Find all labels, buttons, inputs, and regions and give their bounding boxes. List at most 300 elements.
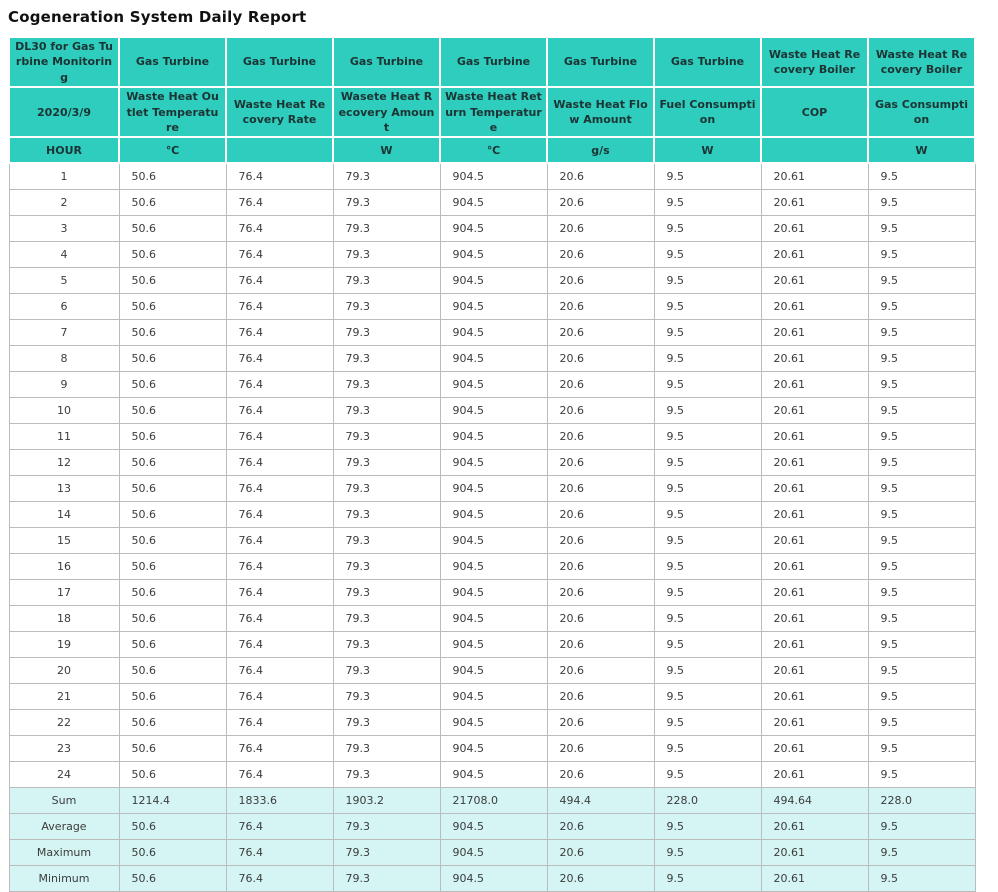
value-cell: 904.5: [440, 398, 547, 424]
summary-value-cell: 20.6: [547, 840, 654, 866]
value-cell: 904.5: [440, 762, 547, 788]
value-cell: 79.3: [333, 398, 440, 424]
header-unit-cell: [226, 137, 333, 163]
value-cell: 904.5: [440, 190, 547, 216]
value-cell: 9.5: [654, 320, 761, 346]
value-cell: 50.6: [119, 684, 226, 710]
value-cell: 76.4: [226, 736, 333, 762]
value-cell: 9.5: [868, 554, 975, 580]
value-cell: 9.5: [868, 476, 975, 502]
summary-value-cell: 904.5: [440, 866, 547, 892]
table-row: [9, 242, 975, 268]
value-cell: 9.5: [654, 242, 761, 268]
value-cell: 20.61: [761, 736, 868, 762]
header-label-cell: Wasete Heat Recovery Amount: [333, 87, 440, 137]
value-cell: 9.5: [868, 710, 975, 736]
value-cell: 79.3: [333, 372, 440, 398]
value-cell: 20.6: [547, 294, 654, 320]
table-summary: [9, 788, 975, 892]
value-cell: 9.5: [654, 294, 761, 320]
value-cell: 9.5: [654, 580, 761, 606]
value-cell: 20.61: [761, 268, 868, 294]
value-cell: 50.6: [119, 476, 226, 502]
header-label-cell: Waste Heat Recovery Rate: [226, 87, 333, 137]
summary-value-cell: 76.4: [226, 814, 333, 840]
hour-cell: 1: [9, 163, 119, 190]
summary-value-cell: 1903.2: [333, 788, 440, 814]
value-cell: 20.61: [761, 216, 868, 242]
value-cell: 20.6: [547, 372, 654, 398]
summary-value-cell: 9.5: [868, 866, 975, 892]
value-cell: 20.6: [547, 476, 654, 502]
value-cell: 20.61: [761, 710, 868, 736]
value-cell: 904.5: [440, 554, 547, 580]
value-cell: 20.6: [547, 450, 654, 476]
value-cell: 79.3: [333, 528, 440, 554]
value-cell: 20.61: [761, 554, 868, 580]
header-group-cell: Waste Heat Recovery Boiler: [868, 37, 975, 87]
value-cell: 9.5: [654, 163, 761, 190]
value-cell: 79.3: [333, 736, 440, 762]
header-unit-cell: ℃: [119, 137, 226, 163]
value-cell: 20.6: [547, 658, 654, 684]
value-cell: 9.5: [654, 450, 761, 476]
value-cell: 76.4: [226, 268, 333, 294]
value-cell: 20.61: [761, 502, 868, 528]
value-cell: 79.3: [333, 632, 440, 658]
value-cell: 50.6: [119, 242, 226, 268]
value-cell: 76.4: [226, 320, 333, 346]
summary-label-cell: Maximum: [9, 840, 119, 866]
hour-cell: 14: [9, 502, 119, 528]
header-group-cell: Gas Turbine: [654, 37, 761, 87]
value-cell: 79.3: [333, 190, 440, 216]
summary-value-cell: 494.4: [547, 788, 654, 814]
value-cell: 20.6: [547, 163, 654, 190]
header-label-cell: Waste Heat Return Temperature: [440, 87, 547, 137]
value-cell: 20.6: [547, 528, 654, 554]
value-cell: 50.6: [119, 398, 226, 424]
hour-cell: 7: [9, 320, 119, 346]
value-cell: 904.5: [440, 163, 547, 190]
value-cell: 79.3: [333, 450, 440, 476]
value-cell: 20.61: [761, 163, 868, 190]
summary-value-cell: 79.3: [333, 840, 440, 866]
value-cell: 9.5: [868, 736, 975, 762]
value-cell: 904.5: [440, 710, 547, 736]
value-cell: 904.5: [440, 502, 547, 528]
summary-value-cell: 79.3: [333, 814, 440, 840]
value-cell: 9.5: [654, 216, 761, 242]
value-cell: 20.61: [761, 684, 868, 710]
value-cell: 20.6: [547, 216, 654, 242]
header-label-cell: Fuel Consumption: [654, 87, 761, 137]
header-group-cell: Gas Turbine: [226, 37, 333, 87]
value-cell: 76.4: [226, 424, 333, 450]
value-cell: 9.5: [654, 710, 761, 736]
value-cell: 76.4: [226, 476, 333, 502]
header-label-cell: Waste Heat Outlet Temperature: [119, 87, 226, 137]
summary-value-cell: 1833.6: [226, 788, 333, 814]
table-row: [9, 424, 975, 450]
value-cell: 904.5: [440, 606, 547, 632]
summary-value-cell: 50.6: [119, 866, 226, 892]
hour-cell: 6: [9, 294, 119, 320]
table-row: [9, 528, 975, 554]
value-cell: 79.3: [333, 580, 440, 606]
header-label-cell: Waste Heat Flow Amount: [547, 87, 654, 137]
value-cell: 50.6: [119, 190, 226, 216]
value-cell: 50.6: [119, 346, 226, 372]
value-cell: 79.3: [333, 294, 440, 320]
value-cell: 79.3: [333, 216, 440, 242]
value-cell: 76.4: [226, 762, 333, 788]
header-unit-cell: W: [868, 137, 975, 163]
header-label-cell: COP: [761, 87, 868, 137]
table-row: [9, 476, 975, 502]
summary-value-cell: 50.6: [119, 840, 226, 866]
value-cell: 9.5: [868, 242, 975, 268]
value-cell: 9.5: [868, 398, 975, 424]
value-cell: 50.6: [119, 762, 226, 788]
table-row: [9, 372, 975, 398]
value-cell: 9.5: [654, 346, 761, 372]
value-cell: 20.61: [761, 528, 868, 554]
value-cell: 9.5: [654, 762, 761, 788]
value-cell: 20.61: [761, 242, 868, 268]
value-cell: 20.61: [761, 450, 868, 476]
value-cell: 76.4: [226, 580, 333, 606]
value-cell: 9.5: [868, 372, 975, 398]
summary-value-cell: 20.6: [547, 814, 654, 840]
summary-value-cell: 79.3: [333, 866, 440, 892]
summary-value-cell: 9.5: [654, 814, 761, 840]
value-cell: 50.6: [119, 710, 226, 736]
table-row: [9, 216, 975, 242]
header-label-cell: Gas Consumption: [868, 87, 975, 137]
value-cell: 79.3: [333, 476, 440, 502]
table-row: [9, 450, 975, 476]
value-cell: 79.3: [333, 424, 440, 450]
summary-value-cell: 20.6: [547, 866, 654, 892]
summary-label-cell: Minimum: [9, 866, 119, 892]
summary-row: [9, 814, 975, 840]
value-cell: 76.4: [226, 606, 333, 632]
value-cell: 50.6: [119, 268, 226, 294]
header-group-cell: Gas Turbine: [547, 37, 654, 87]
hour-cell: 11: [9, 424, 119, 450]
value-cell: 9.5: [868, 424, 975, 450]
table-row: [9, 658, 975, 684]
value-cell: 50.6: [119, 163, 226, 190]
value-cell: 79.3: [333, 710, 440, 736]
table-row: [9, 398, 975, 424]
header-unit-cell: W: [654, 137, 761, 163]
value-cell: 20.6: [547, 580, 654, 606]
summary-value-cell: 9.5: [654, 866, 761, 892]
value-cell: 20.6: [547, 346, 654, 372]
value-cell: 76.4: [226, 710, 333, 736]
value-cell: 20.61: [761, 658, 868, 684]
value-cell: 79.3: [333, 242, 440, 268]
value-cell: 50.6: [119, 580, 226, 606]
value-cell: 904.5: [440, 450, 547, 476]
value-cell: 9.5: [654, 424, 761, 450]
table-row: [9, 710, 975, 736]
value-cell: 20.6: [547, 242, 654, 268]
hour-cell: 4: [9, 242, 119, 268]
table-header: [9, 37, 975, 163]
summary-value-cell: 76.4: [226, 840, 333, 866]
header-unit-cell: ℃: [440, 137, 547, 163]
value-cell: 20.6: [547, 736, 654, 762]
summary-row: [9, 840, 975, 866]
value-cell: 50.6: [119, 450, 226, 476]
value-cell: 9.5: [654, 554, 761, 580]
value-cell: 79.3: [333, 684, 440, 710]
value-cell: 20.61: [761, 294, 868, 320]
value-cell: 20.61: [761, 424, 868, 450]
table-body: [9, 163, 975, 788]
value-cell: 9.5: [654, 606, 761, 632]
value-cell: 9.5: [654, 632, 761, 658]
hour-cell: 10: [9, 398, 119, 424]
value-cell: 904.5: [440, 476, 547, 502]
table-row: [9, 190, 975, 216]
table-row: [9, 502, 975, 528]
header-group-cell: Gas Turbine: [333, 37, 440, 87]
hour-cell: 13: [9, 476, 119, 502]
value-cell: 904.5: [440, 216, 547, 242]
summary-value-cell: 76.4: [226, 866, 333, 892]
value-cell: 9.5: [868, 502, 975, 528]
value-cell: 20.61: [761, 632, 868, 658]
value-cell: 50.6: [119, 320, 226, 346]
value-cell: 50.6: [119, 528, 226, 554]
summary-value-cell: 50.6: [119, 814, 226, 840]
header-unit-cell: [761, 137, 868, 163]
hour-cell: 2: [9, 190, 119, 216]
value-cell: 20.6: [547, 554, 654, 580]
value-cell: 20.61: [761, 346, 868, 372]
value-cell: 76.4: [226, 528, 333, 554]
summary-value-cell: 21708.0: [440, 788, 547, 814]
value-cell: 76.4: [226, 502, 333, 528]
table-row: [9, 294, 975, 320]
summary-row: [9, 866, 975, 892]
value-cell: 50.6: [119, 554, 226, 580]
value-cell: 9.5: [654, 268, 761, 294]
header-unit-cell: HOUR: [9, 137, 119, 163]
value-cell: 904.5: [440, 372, 547, 398]
value-cell: 76.4: [226, 216, 333, 242]
summary-value-cell: 20.61: [761, 814, 868, 840]
summary-value-cell: 20.61: [761, 866, 868, 892]
value-cell: 904.5: [440, 424, 547, 450]
value-cell: 20.6: [547, 398, 654, 424]
hour-cell: 18: [9, 606, 119, 632]
table-row: [9, 268, 975, 294]
value-cell: 9.5: [868, 684, 975, 710]
value-cell: 904.5: [440, 294, 547, 320]
hour-cell: 19: [9, 632, 119, 658]
value-cell: 904.5: [440, 736, 547, 762]
value-cell: 20.6: [547, 502, 654, 528]
value-cell: 79.3: [333, 346, 440, 372]
value-cell: 79.3: [333, 658, 440, 684]
table-row: [9, 320, 975, 346]
value-cell: 76.4: [226, 346, 333, 372]
summary-value-cell: 904.5: [440, 840, 547, 866]
value-cell: 9.5: [868, 528, 975, 554]
value-cell: 9.5: [654, 736, 761, 762]
value-cell: 9.5: [868, 346, 975, 372]
summary-value-cell: 494.64: [761, 788, 868, 814]
value-cell: 904.5: [440, 632, 547, 658]
header-label-cell: 2020/3/9: [9, 87, 119, 137]
summary-value-cell: 1214.4: [119, 788, 226, 814]
value-cell: 76.4: [226, 372, 333, 398]
value-cell: 20.61: [761, 580, 868, 606]
value-cell: 50.6: [119, 424, 226, 450]
hour-cell: 17: [9, 580, 119, 606]
value-cell: 9.5: [868, 294, 975, 320]
value-cell: 9.5: [868, 163, 975, 190]
value-cell: 79.3: [333, 762, 440, 788]
hour-cell: 20: [9, 658, 119, 684]
value-cell: 76.4: [226, 163, 333, 190]
value-cell: 904.5: [440, 268, 547, 294]
hour-cell: 24: [9, 762, 119, 788]
value-cell: 20.61: [761, 476, 868, 502]
value-cell: 20.6: [547, 606, 654, 632]
value-cell: 20.61: [761, 190, 868, 216]
header-row-row2: [9, 87, 975, 137]
value-cell: 79.3: [333, 554, 440, 580]
value-cell: 76.4: [226, 294, 333, 320]
table-row: [9, 632, 975, 658]
value-cell: 50.6: [119, 606, 226, 632]
value-cell: 9.5: [654, 684, 761, 710]
table-row: [9, 163, 975, 190]
header-row-row3: [9, 137, 975, 163]
hour-cell: 9: [9, 372, 119, 398]
header-unit-cell: W: [333, 137, 440, 163]
hour-cell: 16: [9, 554, 119, 580]
value-cell: 79.3: [333, 268, 440, 294]
table-row: [9, 346, 975, 372]
value-cell: 79.3: [333, 502, 440, 528]
value-cell: 9.5: [654, 372, 761, 398]
value-cell: 20.6: [547, 762, 654, 788]
value-cell: 20.6: [547, 684, 654, 710]
value-cell: 9.5: [654, 190, 761, 216]
hour-cell: 22: [9, 710, 119, 736]
value-cell: 904.5: [440, 346, 547, 372]
value-cell: 20.6: [547, 320, 654, 346]
summary-value-cell: 20.61: [761, 840, 868, 866]
table-row: [9, 580, 975, 606]
hour-cell: 8: [9, 346, 119, 372]
value-cell: 9.5: [654, 528, 761, 554]
summary-row: [9, 788, 975, 814]
value-cell: 50.6: [119, 294, 226, 320]
value-cell: 50.6: [119, 736, 226, 762]
value-cell: 50.6: [119, 216, 226, 242]
header-group-cell: Gas Turbine: [119, 37, 226, 87]
value-cell: 76.4: [226, 658, 333, 684]
value-cell: 9.5: [654, 658, 761, 684]
value-cell: 904.5: [440, 528, 547, 554]
value-cell: 76.4: [226, 190, 333, 216]
value-cell: 76.4: [226, 450, 333, 476]
hour-cell: 21: [9, 684, 119, 710]
value-cell: 9.5: [868, 658, 975, 684]
value-cell: 9.5: [868, 216, 975, 242]
summary-value-cell: 9.5: [868, 814, 975, 840]
value-cell: 76.4: [226, 632, 333, 658]
header-group-cell: DL30 for Gas Turbine Monitoring: [9, 37, 119, 87]
value-cell: 9.5: [868, 580, 975, 606]
value-cell: 9.5: [654, 398, 761, 424]
value-cell: 79.3: [333, 606, 440, 632]
table-row: [9, 684, 975, 710]
value-cell: 20.6: [547, 710, 654, 736]
value-cell: 9.5: [868, 268, 975, 294]
value-cell: 76.4: [226, 242, 333, 268]
summary-label-cell: Average: [9, 814, 119, 840]
value-cell: 76.4: [226, 684, 333, 710]
value-cell: 9.5: [868, 762, 975, 788]
summary-value-cell: 228.0: [868, 788, 975, 814]
value-cell: 20.61: [761, 398, 868, 424]
value-cell: 20.61: [761, 372, 868, 398]
table-row: [9, 606, 975, 632]
header-group-cell: Waste Heat Recovery Boiler: [761, 37, 868, 87]
value-cell: 20.61: [761, 320, 868, 346]
summary-value-cell: 228.0: [654, 788, 761, 814]
value-cell: 20.61: [761, 762, 868, 788]
header-row-row1: [9, 37, 975, 87]
hour-cell: 3: [9, 216, 119, 242]
header-unit-cell: g/s: [547, 137, 654, 163]
summary-value-cell: 9.5: [868, 840, 975, 866]
summary-value-cell: 904.5: [440, 814, 547, 840]
value-cell: 20.6: [547, 190, 654, 216]
value-cell: 20.6: [547, 424, 654, 450]
value-cell: 904.5: [440, 684, 547, 710]
hour-cell: 23: [9, 736, 119, 762]
value-cell: 50.6: [119, 658, 226, 684]
header-group-cell: Gas Turbine: [440, 37, 547, 87]
hour-cell: 5: [9, 268, 119, 294]
value-cell: 20.61: [761, 606, 868, 632]
value-cell: 50.6: [119, 372, 226, 398]
page-title: Cogeneration System Daily Report: [8, 8, 307, 26]
value-cell: 20.6: [547, 632, 654, 658]
hour-cell: 12: [9, 450, 119, 476]
value-cell: 904.5: [440, 658, 547, 684]
value-cell: 9.5: [868, 632, 975, 658]
summary-label-cell: Sum: [9, 788, 119, 814]
value-cell: 904.5: [440, 242, 547, 268]
value-cell: 9.5: [654, 476, 761, 502]
value-cell: 79.3: [333, 163, 440, 190]
value-cell: 76.4: [226, 554, 333, 580]
value-cell: 79.3: [333, 320, 440, 346]
table-row: [9, 554, 975, 580]
value-cell: 50.6: [119, 632, 226, 658]
